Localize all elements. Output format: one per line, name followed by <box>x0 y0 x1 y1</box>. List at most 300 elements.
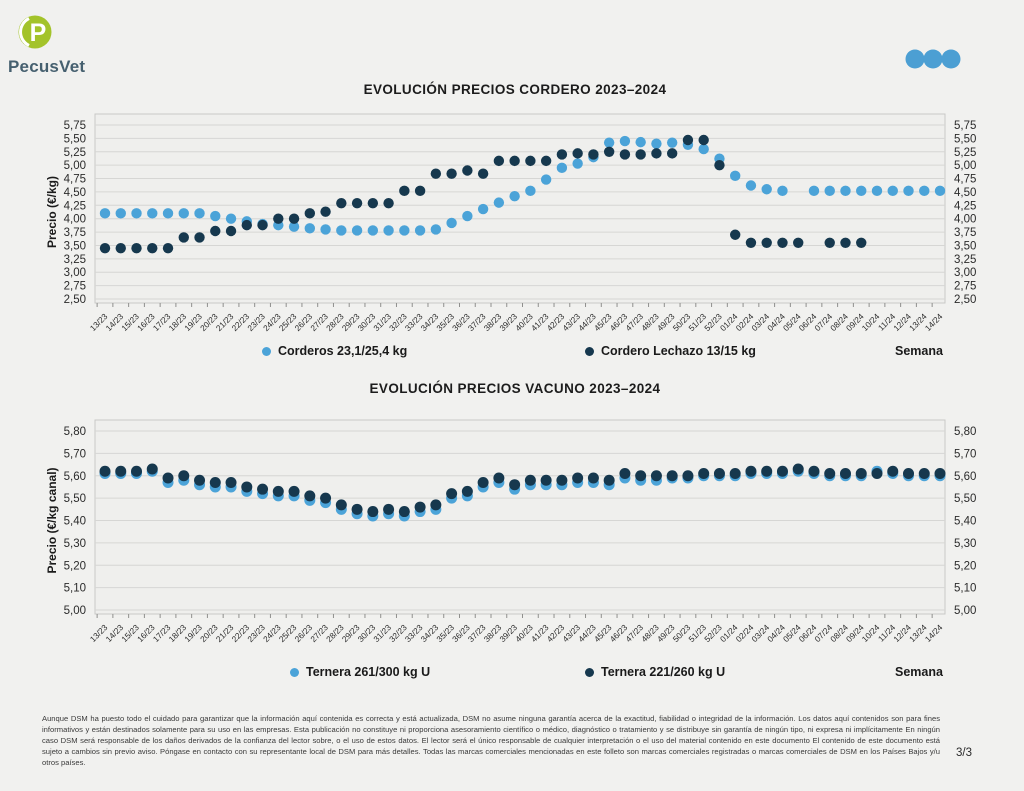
data-point <box>667 137 677 147</box>
data-point <box>793 464 804 475</box>
data-point <box>856 186 866 196</box>
legend-item-ternera-221-260 <box>585 665 725 679</box>
data-point <box>903 186 913 196</box>
y-tick-label-right: 5,50 <box>954 133 977 146</box>
x-tick-label: 28/23 <box>323 311 346 334</box>
x-tick-label: 37/23 <box>465 311 488 334</box>
y-tick-label-right: 5,00 <box>954 160 977 173</box>
legend-label: Ternera 221/260 kg U <box>601 665 726 679</box>
y-tick-label-left: 4,25 <box>63 200 86 213</box>
data-point <box>415 186 425 196</box>
data-point <box>226 213 236 223</box>
y-tick-label-right: 4,00 <box>954 213 977 226</box>
x-tick-label: 13/24 <box>906 311 929 334</box>
data-point <box>100 243 110 253</box>
vacuno-legend <box>40 665 990 683</box>
x-tick-label: 11/24 <box>875 622 898 644</box>
legend-item-ternera-261-300 <box>290 665 430 679</box>
y-tick-label-left: 5,00 <box>63 605 86 617</box>
x-tick-label: 36/23 <box>450 622 472 645</box>
x-tick-label: 19/23 <box>182 622 204 645</box>
header-dots <box>903 46 973 77</box>
data-point <box>572 148 582 158</box>
data-point <box>210 226 220 236</box>
data-point <box>320 207 330 217</box>
x-tick-label: 50/23 <box>670 622 693 645</box>
data-point <box>289 213 299 223</box>
data-point <box>336 499 347 510</box>
y-tick-label-right: 3,25 <box>954 253 977 266</box>
data-point <box>825 186 835 196</box>
data-point <box>257 220 267 230</box>
data-point <box>257 484 268 495</box>
x-tick-label: 12/24 <box>891 311 913 334</box>
x-tick-label: 04/24 <box>765 311 787 334</box>
x-tick-label: 40/23 <box>513 311 535 334</box>
data-point <box>651 139 661 149</box>
y-tick-label-right: 2,50 <box>954 294 977 306</box>
pecusvet-brand <box>8 12 118 77</box>
y-tick-label-left: 5,10 <box>63 582 86 595</box>
data-point <box>163 243 173 253</box>
data-point <box>131 208 141 218</box>
x-tick-label: 25/23 <box>276 311 299 334</box>
legend-label: Corderos 23,1/25,4 kg <box>278 344 408 358</box>
data-point <box>840 468 851 479</box>
x-tick-label: 49/23 <box>654 311 677 334</box>
data-point <box>872 186 882 196</box>
x-tick-label: 47/23 <box>623 622 646 645</box>
data-point <box>462 486 473 497</box>
data-point <box>635 470 646 481</box>
data-point <box>667 148 677 158</box>
x-axis-title: Semana <box>895 344 943 358</box>
data-point <box>352 225 362 235</box>
y-tick-label-right: 4,25 <box>954 200 977 213</box>
data-point <box>242 220 252 230</box>
x-tick-label: 06/24 <box>796 311 819 334</box>
y-axis-title: Precio (€/kg) <box>45 175 59 249</box>
data-point <box>273 213 283 223</box>
data-point <box>808 466 819 477</box>
data-point <box>147 208 157 218</box>
data-point <box>604 475 615 486</box>
x-tick-label: 45/23 <box>591 622 614 645</box>
data-point <box>793 238 803 248</box>
legend-item-corderos <box>262 344 407 358</box>
data-point <box>115 466 126 477</box>
y-tick-label-right: 3,75 <box>954 227 977 240</box>
data-point <box>494 156 504 166</box>
y-tick-label-left: 3,25 <box>63 253 86 266</box>
y-tick-label-left: 5,40 <box>63 515 86 528</box>
x-tick-label: 21/23 <box>213 622 236 645</box>
data-point <box>415 225 425 235</box>
x-tick-label: 19/23 <box>182 311 204 334</box>
x-tick-label: 51/23 <box>686 311 709 334</box>
x-tick-label: 11/24 <box>875 311 898 333</box>
y-tick-label-left: 5,00 <box>63 160 86 173</box>
x-tick-label: 35/23 <box>434 622 457 645</box>
data-point <box>194 208 204 218</box>
x-tick-label: 45/23 <box>591 311 614 334</box>
x-tick-label: 13/23 <box>87 622 110 645</box>
y-tick-label-right: 4,50 <box>954 186 977 199</box>
data-point <box>777 238 787 248</box>
y-tick-label-right: 5,70 <box>954 448 977 461</box>
data-point <box>430 499 441 510</box>
y-tick-label-right: 5,00 <box>954 605 977 617</box>
x-tick-label: 51/23 <box>686 622 709 645</box>
x-tick-label: 40/23 <box>513 622 535 645</box>
data-point <box>367 506 378 517</box>
page-number: 3/3 <box>956 747 972 759</box>
brand-name: PecusVet <box>8 57 86 76</box>
x-tick-label: 42/23 <box>544 311 567 334</box>
logo-letter: P <box>29 19 47 47</box>
data-point <box>368 198 378 208</box>
y-tick-label-left: 2,50 <box>63 294 86 306</box>
data-point <box>825 238 835 248</box>
legend-dot-icon <box>585 347 594 356</box>
y-tick-label-left: 5,75 <box>63 120 86 132</box>
x-tick-label: 25/23 <box>276 622 299 645</box>
y-tick-label-right: 5,20 <box>954 560 977 573</box>
x-tick-label: 03/24 <box>749 622 772 645</box>
x-tick-label: 36/23 <box>450 311 472 334</box>
data-point <box>746 238 756 248</box>
chart-svg <box>40 403 990 681</box>
data-point <box>714 468 725 479</box>
y-tick-label-right: 2,75 <box>954 280 977 293</box>
x-tick-label: 47/23 <box>623 311 646 334</box>
y-tick-label-right: 5,40 <box>954 515 977 528</box>
data-point <box>887 466 898 477</box>
data-point <box>525 186 535 196</box>
data-point <box>446 169 456 179</box>
data-point <box>635 137 645 147</box>
dot-icon <box>906 50 925 69</box>
data-point <box>903 468 914 479</box>
data-point <box>163 472 174 483</box>
data-point <box>493 472 504 483</box>
disclaimer-text: Aunque DSM ha puesto todo el cuidado para garantizar que la información aquí contenida es correcta y está actualizada, DSM no asume ninguna garantía acerca de la exactitud, fiabilidad o integridad de la información. Los datos aquí contenidos son para fines informativos y están destinados solamente para su uso en las empresas. Esta publicación no constituye ni proporciona asesoramiento científico o médico, diagnóstico o tratamiento y se distribuye sin garantía de ningún tipo, ni expresa ni implícitamente En ningún caso DSM será responsable de los daños derivados de la confianza del lector sobre, o el uso de estos datos. El lector será el único responsable de cualquier interpretación o el uso del material contenido en este documento El contenido de este documento está sujeto a cambios sin previo aviso. Póngase en contacto con su representante local de DSM para más detalles. Todas las marcas comerciales mencionadas en este folleto son marcas comerciales registradas o marcas comerciales de DSM en los Países Bajos y/u otros países. <box>42 714 940 767</box>
y-axis-title: Precio (€/kg canal) <box>45 467 59 574</box>
x-tick-label: 12/24 <box>891 622 913 645</box>
y-tick-label-right: 3,50 <box>954 240 977 253</box>
x-tick-label: 24/23 <box>260 622 283 645</box>
data-point <box>620 136 630 146</box>
x-tick-label: 08/24 <box>828 311 850 334</box>
y-tick-label-right: 3,00 <box>954 267 977 280</box>
x-tick-label: 17/23 <box>150 311 173 334</box>
data-point <box>746 180 756 190</box>
data-point <box>383 225 393 235</box>
y-tick-label-right: 4,75 <box>954 173 977 186</box>
data-point <box>336 225 346 235</box>
y-tick-label-right: 5,25 <box>954 146 977 159</box>
vacuno-chart-section <box>40 381 990 686</box>
data-point <box>840 186 850 196</box>
x-tick-label: 38/23 <box>481 311 504 334</box>
x-tick-label: 01/24 <box>717 622 740 645</box>
x-tick-label: 27/23 <box>308 311 330 334</box>
x-tick-label: 41/23 <box>528 622 551 645</box>
data-point <box>588 149 598 159</box>
y-tick-label-left: 5,20 <box>63 560 86 573</box>
data-point <box>462 211 472 221</box>
data-point <box>147 464 158 475</box>
data-point <box>478 204 488 214</box>
data-point <box>178 470 189 481</box>
x-tick-label: 22/23 <box>229 622 252 645</box>
x-tick-label: 07/24 <box>812 311 835 334</box>
x-tick-label: 50/23 <box>670 311 693 334</box>
data-point <box>289 486 300 497</box>
data-point <box>509 156 519 166</box>
data-point <box>761 466 772 477</box>
plot-area <box>95 420 945 614</box>
data-point <box>100 208 110 218</box>
x-tick-label: 07/24 <box>812 622 835 645</box>
data-point <box>320 493 331 504</box>
y-tick-label-right: 5,75 <box>954 120 977 132</box>
x-tick-label: 27/23 <box>308 622 330 645</box>
data-point <box>651 148 661 158</box>
y-tick-label-left: 5,50 <box>63 493 86 506</box>
data-point <box>305 208 315 218</box>
x-tick-label: 35/23 <box>434 311 457 334</box>
y-tick-label-left: 5,60 <box>63 470 86 483</box>
data-point <box>383 198 393 208</box>
x-tick-label: 24/23 <box>260 311 283 334</box>
x-tick-label: 52/23 <box>702 622 724 645</box>
data-point <box>446 488 457 499</box>
y-tick-label-left: 4,75 <box>63 173 86 186</box>
chart-svg <box>40 104 990 364</box>
data-point <box>840 238 850 248</box>
data-point <box>494 197 504 207</box>
plot-area <box>95 114 945 303</box>
x-tick-label: 33/23 <box>402 622 425 645</box>
x-axis-title: Semana <box>895 665 943 679</box>
data-point <box>179 232 189 242</box>
x-tick-label: 32/23 <box>387 311 409 334</box>
x-tick-label: 13/23 <box>87 311 110 334</box>
data-point <box>415 502 426 513</box>
x-tick-label: 09/24 <box>843 622 866 645</box>
data-point <box>525 475 536 486</box>
data-point <box>336 198 346 208</box>
legend-dot-icon <box>262 347 271 356</box>
y-tick-label-left: 5,30 <box>63 537 86 550</box>
x-tick-label: 14/23 <box>103 311 126 334</box>
data-point <box>935 186 945 196</box>
data-point <box>116 243 126 253</box>
x-tick-label: 15/23 <box>119 622 141 645</box>
data-point <box>619 468 630 479</box>
x-tick-label: 32/23 <box>387 622 409 645</box>
data-point <box>194 232 204 242</box>
y-tick-label-left: 5,80 <box>63 426 86 438</box>
data-point <box>509 479 520 490</box>
data-point <box>667 470 678 481</box>
x-tick-label: 18/23 <box>166 311 189 334</box>
y-tick-label-left: 3,00 <box>63 267 86 280</box>
x-tick-label: 30/23 <box>355 622 378 645</box>
data-point <box>352 198 362 208</box>
cordero-chart-section <box>40 82 990 369</box>
x-tick-label: 48/23 <box>639 622 661 645</box>
data-point <box>131 466 142 477</box>
x-tick-label: 44/23 <box>576 311 598 334</box>
data-point <box>572 472 583 483</box>
dot-icon <box>924 50 943 69</box>
data-point <box>682 470 693 481</box>
data-point <box>478 169 488 179</box>
data-point <box>194 475 205 486</box>
x-tick-label: 02/24 <box>733 311 756 334</box>
data-point <box>399 186 409 196</box>
x-tick-label: 48/23 <box>639 311 661 334</box>
data-point <box>856 468 867 479</box>
x-tick-label: 10/24 <box>859 622 882 645</box>
data-point <box>241 481 252 492</box>
data-point <box>431 169 441 179</box>
cordero-chart-title: EVOLUCIÓN PRECIOS CORDERO 2023–2024 <box>363 82 667 97</box>
x-tick-label: 29/23 <box>339 622 362 645</box>
x-tick-label: 16/23 <box>134 311 157 334</box>
data-point <box>431 224 441 234</box>
data-point <box>762 238 772 248</box>
x-tick-label: 26/23 <box>292 622 315 645</box>
y-tick-label-left: 4,50 <box>63 186 86 199</box>
data-point <box>651 470 662 481</box>
x-tick-label: 38/23 <box>481 622 504 645</box>
data-point <box>919 468 930 479</box>
x-tick-label: 34/23 <box>418 622 441 645</box>
data-point <box>273 486 284 497</box>
x-tick-label: 33/23 <box>402 311 425 334</box>
data-point <box>116 208 126 218</box>
x-tick-label: 20/23 <box>197 622 220 645</box>
data-point <box>541 475 552 486</box>
vacuno-chart-title: EVOLUCIÓN PRECIOS VACUNO 2023–2024 <box>369 381 661 396</box>
data-point <box>762 184 772 194</box>
data-point <box>541 174 551 184</box>
x-tick-label: 31/23 <box>371 311 394 334</box>
x-tick-label: 28/23 <box>323 622 346 645</box>
data-point <box>541 156 551 166</box>
x-tick-label: 43/23 <box>560 311 583 334</box>
x-tick-label: 20/23 <box>197 311 220 334</box>
legend-item-lechazo <box>585 344 756 358</box>
y-tick-label-right: 5,50 <box>954 493 977 506</box>
data-point <box>824 468 835 479</box>
y-tick-label-right: 5,30 <box>954 537 977 550</box>
x-tick-label: 09/24 <box>843 311 866 334</box>
data-point <box>730 468 741 479</box>
x-tick-label: 03/24 <box>749 311 772 334</box>
x-tick-label: 18/23 <box>166 622 189 645</box>
y-tick-label-left: 4,00 <box>63 213 86 226</box>
x-tick-label: 34/23 <box>418 311 441 334</box>
x-tick-label: 30/23 <box>355 311 378 334</box>
y-tick-label-left: 3,75 <box>63 227 86 240</box>
x-tick-label: 05/24 <box>780 622 803 645</box>
x-tick-label: 13/24 <box>906 622 929 645</box>
x-tick-label: 37/23 <box>465 622 488 645</box>
data-point <box>305 223 315 233</box>
pecusvet-logo-icon <box>8 12 88 52</box>
three-dots-icon <box>903 46 973 72</box>
x-tick-label: 46/23 <box>607 622 630 645</box>
y-tick-label-left: 5,25 <box>63 146 86 159</box>
y-tick-label-left: 2,75 <box>63 280 86 293</box>
data-point <box>888 186 898 196</box>
data-point <box>210 211 220 221</box>
data-point <box>446 218 456 228</box>
y-tick-label-right: 5,10 <box>954 582 977 595</box>
data-point <box>714 160 724 170</box>
y-tick-label-left: 5,50 <box>63 133 86 146</box>
data-point <box>556 475 567 486</box>
y-tick-label-right: 5,60 <box>954 470 977 483</box>
x-tick-label: 46/23 <box>607 311 630 334</box>
legend-label: Cordero Lechazo 13/15 kg <box>601 344 756 358</box>
data-point <box>100 466 111 477</box>
x-tick-label: 17/23 <box>150 622 173 645</box>
data-point <box>698 144 708 154</box>
x-tick-label: 21/23 <box>213 311 236 334</box>
data-point <box>777 466 788 477</box>
y-tick-label-left: 3,50 <box>63 240 86 253</box>
data-point <box>919 186 929 196</box>
x-tick-label: 23/23 <box>245 622 267 645</box>
x-tick-label: 26/23 <box>292 311 315 334</box>
x-tick-label: 15/23 <box>119 311 141 334</box>
x-tick-label: 49/23 <box>654 622 677 645</box>
legend-label: Ternera 261/300 kg U <box>306 665 431 679</box>
data-point <box>604 147 614 157</box>
data-point <box>935 468 946 479</box>
dot-icon <box>942 50 961 69</box>
data-point <box>604 137 614 147</box>
x-tick-label: 22/23 <box>229 311 252 334</box>
x-tick-label: 04/24 <box>765 622 787 645</box>
data-point <box>635 149 645 159</box>
x-tick-label: 52/23 <box>702 311 724 334</box>
x-tick-label: 31/23 <box>371 622 394 645</box>
data-point <box>399 506 410 517</box>
cordero-legend <box>40 344 990 362</box>
x-tick-label: 44/23 <box>576 622 598 645</box>
x-tick-label: 08/24 <box>828 622 850 645</box>
data-point <box>226 226 236 236</box>
data-point <box>683 135 693 145</box>
data-point <box>226 477 237 488</box>
data-point <box>304 490 315 501</box>
vacuno-chart-canvas <box>40 403 990 686</box>
data-point <box>871 468 882 479</box>
data-point <box>525 156 535 166</box>
data-point <box>320 224 330 234</box>
data-point <box>368 225 378 235</box>
data-point <box>210 477 221 488</box>
data-point <box>557 149 567 159</box>
data-point <box>745 466 756 477</box>
legend-dot-icon <box>585 668 594 677</box>
